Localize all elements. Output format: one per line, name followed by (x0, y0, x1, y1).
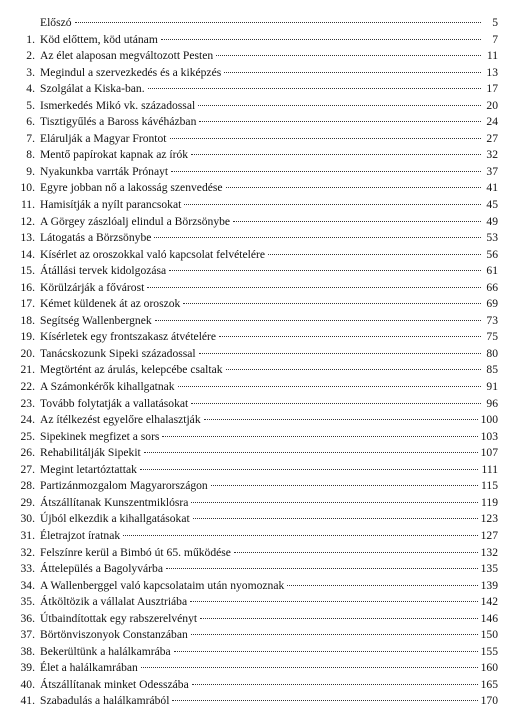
dot-leader (147, 287, 481, 288)
chapter-number: 23. (20, 396, 35, 410)
chapter-title: Hamisítják a nyílt parancsokat (40, 198, 182, 212)
chapter-number: 24. (20, 413, 35, 427)
chapter-number: 41. (20, 694, 35, 708)
page-number: 115 (481, 479, 498, 493)
dot-leader (224, 72, 481, 73)
page-number: 20 (486, 98, 498, 112)
page-number: 155 (480, 644, 498, 658)
dot-leader (191, 634, 478, 635)
toc-entry (16, 445, 498, 462)
page-number: 73 (486, 313, 498, 327)
chapter-title: Élet a halálkamrában (40, 661, 138, 675)
toc-entry (16, 247, 498, 264)
chapter-title: Az ítélkezést egyelőre elhalasztják (40, 413, 201, 427)
chapter-number: 16. (20, 280, 35, 294)
dot-leader (183, 303, 481, 304)
dot-leader (170, 138, 481, 139)
page-number: 111 (481, 462, 498, 476)
chapter-title: Előszó (40, 16, 72, 29)
page-number: 146 (480, 611, 498, 625)
dot-leader (140, 469, 479, 470)
chapter-title: Szabadulás a halálkamrából (40, 694, 170, 708)
chapter-number: 5. (26, 98, 35, 112)
page-number: 61 (486, 264, 498, 278)
dot-leader (193, 518, 478, 519)
page-number: 135 (480, 562, 498, 576)
chapter-title: Kémet küldenek át az oroszok (40, 297, 181, 311)
toc-entry (16, 396, 498, 413)
dot-leader (226, 187, 481, 188)
dot-leader (123, 535, 477, 536)
dot-leader (171, 171, 481, 172)
dot-leader (191, 403, 481, 404)
toc-entry (16, 495, 498, 512)
toc-entry (16, 660, 498, 677)
chapter-title: Újból elkezdik a kihallgatásokat (40, 512, 190, 526)
dot-leader (234, 552, 478, 553)
page-number: 96 (486, 396, 498, 410)
page-number: 53 (486, 231, 498, 245)
dot-leader (204, 419, 478, 420)
toc-entry (16, 478, 498, 495)
page-number: 37 (486, 164, 498, 178)
chapter-number: 31. (20, 528, 35, 542)
toc-entry (16, 131, 498, 148)
page-number: 139 (480, 578, 498, 592)
chapter-title: A Számonkérők kihallgatnak (40, 380, 175, 394)
toc-entry (16, 98, 498, 115)
chapter-number: 9. (26, 164, 35, 178)
toc-entry (16, 81, 498, 98)
chapter-title: Megindul a szervezkedés és a kiképzés (40, 65, 222, 79)
toc-entry (16, 280, 498, 297)
toc-entry (16, 15, 498, 32)
dot-leader (192, 684, 478, 685)
chapter-title: Körülzárják a fővárost (40, 280, 145, 294)
page-number: 41 (486, 181, 498, 195)
chapter-title: Látogatás a Börzsönybe (40, 231, 152, 245)
chapter-number: 12. (20, 214, 35, 228)
chapter-number: 36. (20, 611, 35, 625)
toc-entry (16, 263, 498, 280)
chapter-number: 28. (20, 479, 35, 493)
page-number: 85 (486, 363, 498, 377)
chapter-number: 17. (20, 297, 35, 311)
page-number: 27 (486, 131, 498, 145)
page-number: 45 (486, 198, 498, 212)
dot-leader (161, 39, 481, 40)
chapter-title: Az élet alaposan megváltozott Pesten (40, 49, 214, 63)
dot-leader (199, 121, 481, 122)
chapter-number: 3. (26, 65, 35, 79)
dot-leader (174, 651, 478, 652)
chapter-title: Ismerkedés Mikó vk. századossal (40, 98, 196, 112)
toc-entry (16, 230, 498, 247)
chapter-number: 4. (26, 82, 35, 96)
chapter-number: 10. (20, 181, 35, 195)
page-number: 80 (486, 346, 498, 360)
toc-entry (16, 214, 498, 231)
toc-entry (16, 313, 498, 330)
toc-entry (16, 462, 498, 479)
chapter-title: Útbaindítottak egy rabszerelvényt (40, 611, 198, 625)
page-number: 103 (480, 429, 498, 443)
toc-entry (16, 379, 498, 396)
chapter-title: Partizánmozgalom Magyarországon (40, 479, 208, 493)
toc-entry (16, 412, 498, 429)
dot-leader (75, 22, 481, 23)
chapter-title: Rehabilitálják Sipekit (40, 446, 141, 460)
chapter-title: Börtönviszonyok Constanzában (40, 628, 188, 642)
toc-entry (16, 329, 498, 346)
chapter-number: 38. (20, 644, 35, 658)
toc-entry (16, 346, 498, 363)
chapter-number: 27. (20, 462, 35, 476)
dot-leader (172, 700, 477, 701)
chapter-number: 2. (26, 49, 35, 63)
chapter-title: Szolgálat a Kiska-ban. (40, 82, 145, 96)
dot-leader (190, 601, 477, 602)
page-number: 107 (480, 446, 498, 460)
page-number: 160 (480, 661, 498, 675)
chapter-number: 20. (20, 346, 35, 360)
chapter-number: 21. (20, 363, 35, 377)
toc-entry (16, 545, 498, 562)
dot-leader (191, 154, 481, 155)
chapter-title: Felszínre kerül a Bimbó út 65. működése (40, 545, 231, 559)
dot-leader (155, 320, 481, 321)
chapter-number: 33. (20, 562, 35, 576)
chapter-number: 26. (20, 446, 35, 460)
toc-entry (16, 528, 498, 545)
chapter-title: Átszállítanak Kunszentmiklósra (40, 495, 189, 509)
page-number: 56 (486, 247, 498, 261)
chapter-number: 11. (20, 198, 35, 212)
dot-leader (166, 568, 478, 569)
dot-leader (178, 386, 481, 387)
dot-leader (216, 55, 481, 56)
toc-entry (16, 511, 498, 528)
dot-leader (211, 485, 478, 486)
toc-entry (16, 48, 498, 65)
toc-entry (16, 296, 498, 313)
chapter-number: 29. (20, 495, 35, 509)
chapter-title: Kísérlet az oroszokkal való kapcsolat felvételére (40, 247, 266, 261)
toc-entry (16, 114, 498, 131)
dot-leader (199, 353, 481, 354)
chapter-title: Mentő papírokat kapnak az írók (40, 148, 189, 162)
chapter-title: Megint letartóztattak (40, 462, 137, 476)
chapter-number: 15. (20, 264, 35, 278)
dot-leader (226, 369, 481, 370)
chapter-number: 19. (20, 330, 35, 344)
page-number: 69 (486, 297, 498, 311)
toc-entry (16, 561, 498, 578)
dot-leader (191, 502, 478, 503)
chapter-title: Átszállítanak minket Odesszába (40, 677, 189, 691)
dot-leader (200, 618, 478, 619)
chapter-title: Sipekinek megfizet a sors (40, 429, 160, 443)
table-of-contents (16, 15, 498, 710)
page-number: 11 (486, 49, 498, 63)
toc-entry (16, 594, 498, 611)
page-number: 123 (480, 512, 498, 526)
toc-entry (16, 611, 498, 628)
toc-entry (16, 32, 498, 49)
chapter-number: 13. (20, 231, 35, 245)
chapter-number: 37. (20, 628, 35, 642)
toc-entry (16, 429, 498, 446)
chapter-title: Átállási tervek kidolgozása (40, 264, 167, 278)
chapter-title: Tisztigyűlés a Baross kávéházban (40, 115, 197, 129)
chapter-title: Segítség Wallenbergnek (40, 313, 152, 327)
toc-entry (16, 362, 498, 379)
chapter-title: Átköltözik a vállalat Ausztriába (40, 595, 188, 609)
page-number: 142 (480, 595, 498, 609)
chapter-title: Áttelepülés a Bagolyvárba (40, 562, 163, 576)
toc-entry (16, 65, 498, 82)
page-number: 75 (486, 330, 498, 344)
chapter-number: 39. (20, 661, 35, 675)
chapter-title: Elárulják a Magyar Frontot (40, 131, 167, 145)
toc-entry (16, 578, 498, 595)
toc-entry (16, 693, 498, 710)
chapter-title: Tovább folytatják a vallatásokat (40, 396, 189, 410)
chapter-number: 14. (20, 247, 35, 261)
page-number: 32 (486, 148, 498, 162)
page-number: 24 (486, 115, 498, 129)
chapter-title: Tanácskozunk Sipeki századossal (40, 346, 196, 360)
chapter-title: Egyre jobban nő a lakosság szenvedése (40, 181, 223, 195)
toc-entry (16, 644, 498, 661)
dot-leader (148, 88, 481, 89)
page-number: 150 (480, 628, 498, 642)
dot-leader (233, 221, 481, 222)
dot-leader (162, 436, 477, 437)
chapter-title: Köd előttem, köd utánam (40, 32, 158, 46)
chapter-number: 40. (20, 677, 35, 691)
chapter-number: 18. (20, 313, 35, 327)
dot-leader (144, 452, 478, 453)
page-number: 127 (480, 528, 498, 542)
chapter-number: 35. (20, 595, 35, 609)
chapter-number: 22. (20, 380, 35, 394)
chapter-number: 6. (26, 115, 35, 129)
page-number: 132 (480, 545, 498, 559)
page-number: 49 (486, 214, 498, 228)
chapter-number: 30. (20, 512, 35, 526)
toc-entry (16, 197, 498, 214)
chapter-number: 34. (20, 578, 35, 592)
page-number: 100 (480, 413, 498, 427)
dot-leader (268, 254, 481, 255)
page-number: 66 (486, 280, 498, 294)
dot-leader (169, 270, 481, 271)
chapter-number: 1. (26, 32, 35, 46)
chapter-number: 32. (20, 545, 35, 559)
chapter-number: 8. (26, 148, 35, 162)
toc-entry (16, 180, 498, 197)
chapter-number: 25. (20, 429, 35, 443)
toc-entry (16, 147, 498, 164)
page-number: 119 (481, 495, 498, 509)
dot-leader (198, 105, 481, 106)
page-number: 13 (486, 65, 498, 79)
toc-entry (16, 677, 498, 694)
dot-leader (287, 585, 477, 586)
toc-entry (16, 627, 498, 644)
dot-leader (141, 667, 478, 668)
dot-leader (219, 336, 481, 337)
chapter-title: A Wallenberggel való kapcsolataim után nyomoznak (40, 578, 285, 592)
dot-leader (184, 204, 481, 205)
page-number: 7 (492, 32, 498, 46)
page-number: 165 (480, 677, 498, 691)
chapter-title: Kísérletek egy frontszakasz átvételére (40, 330, 217, 344)
toc-entry (16, 164, 498, 181)
chapter-title: Nyakunkba varrták Prónayt (40, 164, 169, 178)
chapter-title: Megtörtént az árulás, kelepcébe csaltak (40, 363, 223, 377)
page-number: 5 (492, 16, 498, 29)
page-number: 170 (480, 694, 498, 708)
chapter-number: 7. (26, 131, 35, 145)
chapter-title: A Görgey zászlóalj elindul a Börzsönybe (40, 214, 231, 228)
page-number: 91 (486, 380, 498, 394)
dot-leader (154, 237, 481, 238)
chapter-title: Bekerültünk a halálkamrába (40, 644, 171, 658)
chapter-title: Életrajzot íratnak (40, 528, 121, 542)
page-number: 17 (486, 82, 498, 96)
